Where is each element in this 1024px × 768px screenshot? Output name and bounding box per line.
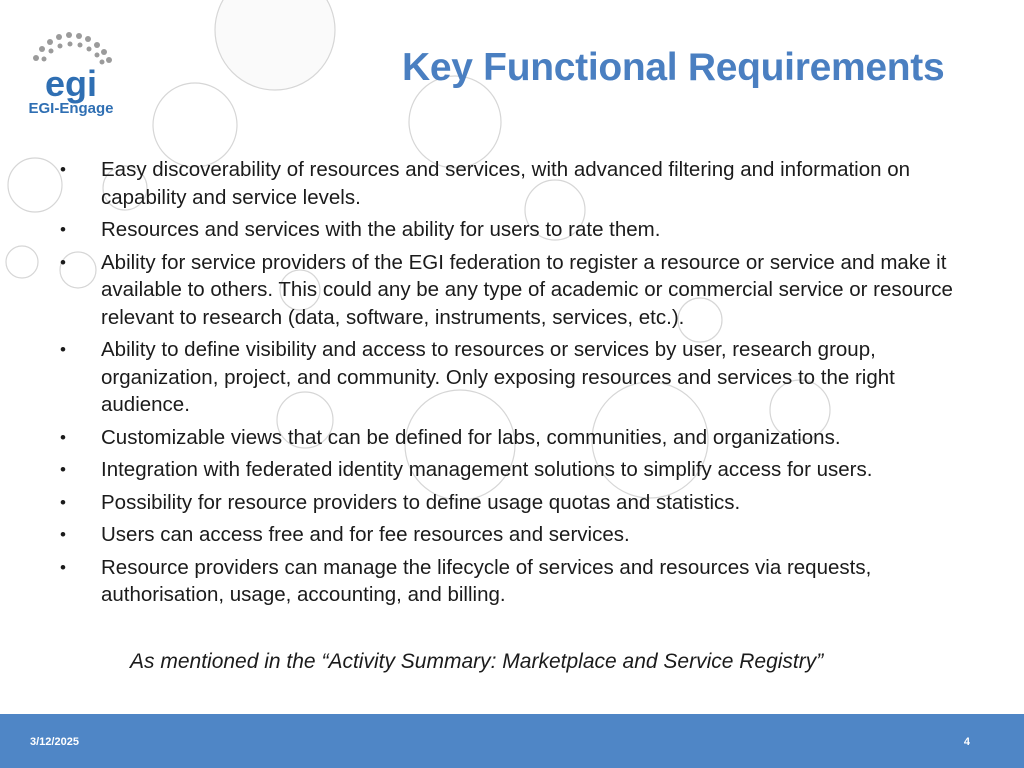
list-item <box>58 156 978 211</box>
requirement-text: Ability for service providers of the EGI federation to register a resource or service and make it available to others. This could any be any type of academic or commercial service or resource relevant to research (data, software, instruments, services, etc.). <box>101 250 953 329</box>
list-item <box>58 216 978 244</box>
list-item <box>58 489 978 517</box>
page-number: 4 <box>963 736 970 748</box>
bullet-icon: • <box>60 492 66 512</box>
bullet-icon: • <box>60 460 66 479</box>
requirement-text: Easy discoverability of resources and services, with advanced filtering and information on capability and service levels. <box>101 158 911 209</box>
bullet-icon: • <box>60 220 66 239</box>
requirement-text: Ability to define visibility and access to resources or services by user, research group, organization, project, and community. Only exposing resources and services to the right audience. <box>101 338 895 416</box>
list-item <box>58 521 978 549</box>
requirement-text: Users can access free and for fee resources and services. <box>101 523 630 546</box>
source-quote: As mentioned in the “Activity Summary: Marketplace and Service Registry” <box>130 650 824 673</box>
bullet-icon: • <box>60 427 66 447</box>
list-item <box>58 554 978 609</box>
requirement-text: Integration with federated identity management solutions to simplify access for users. <box>101 458 873 481</box>
list-item <box>58 456 978 484</box>
bullet-icon: • <box>60 160 66 179</box>
requirement-text: Customizable views that can be defined for labs, communities, and organizations. <box>101 425 841 449</box>
footer-bar <box>0 714 1024 768</box>
slide-title: Key Functional Requirements <box>402 46 945 89</box>
svg-text:egi: egi <box>44 63 98 104</box>
logo-caption: EGI-Engage <box>28 100 114 117</box>
requirement-text: Resources and services with the ability for users to rate them. <box>101 218 661 241</box>
requirements-list <box>58 156 978 614</box>
logo-dot-arc <box>33 32 112 65</box>
bullet-icon: • <box>60 252 66 272</box>
footer-date: 3/12/2025 <box>30 736 79 748</box>
bullet-icon: • <box>60 340 66 359</box>
list-item <box>58 424 978 452</box>
list-item <box>58 249 978 332</box>
list-item <box>58 336 978 419</box>
bullet-icon: • <box>60 557 66 577</box>
requirement-text: Possibility for resource providers to define usage quotas and statistics. <box>101 490 741 514</box>
bullet-icon: • <box>60 525 66 544</box>
requirement-text: Resource providers can manage the lifecycle of services and resources via requests, authorisation, usage, accounting, and billing. <box>101 555 872 606</box>
